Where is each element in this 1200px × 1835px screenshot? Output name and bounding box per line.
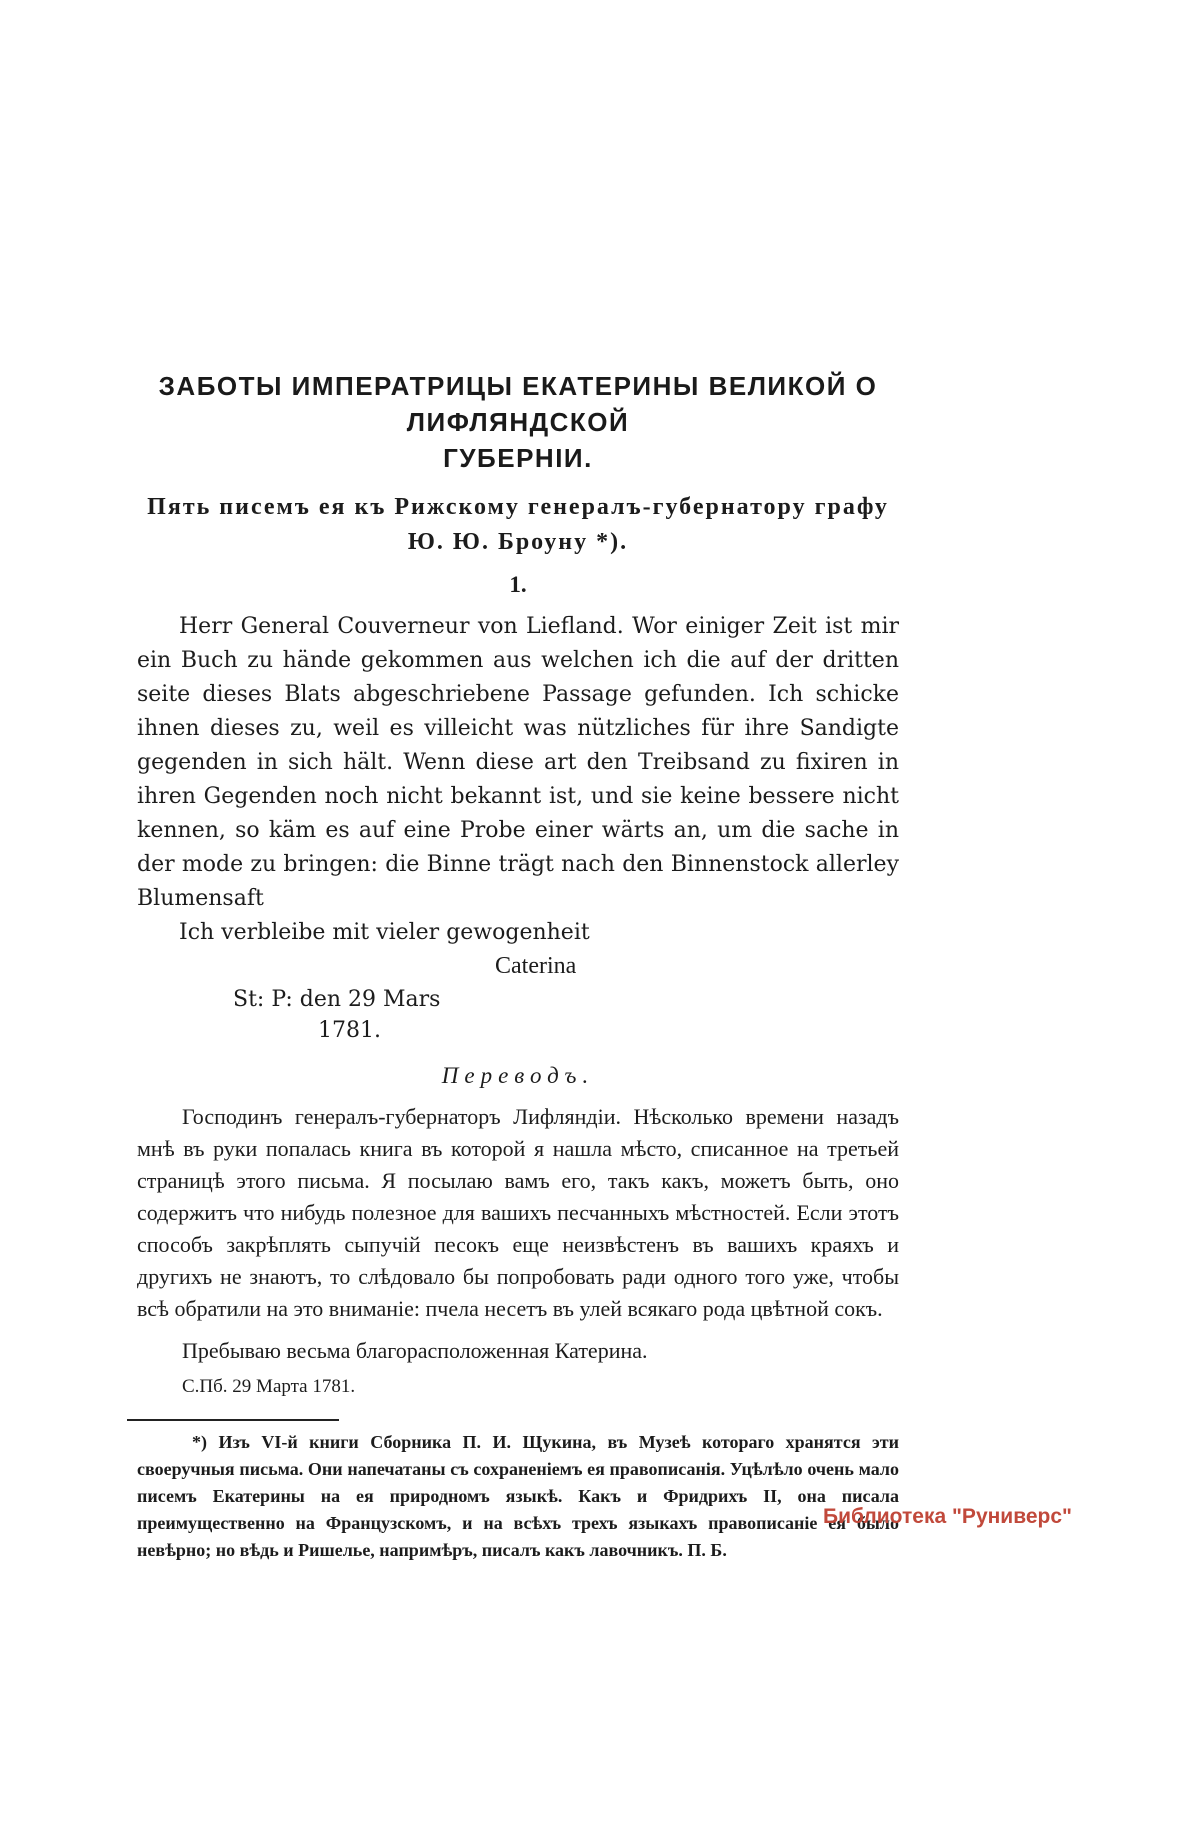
page-title-line-2: ГУБЕРНІИ.: [443, 443, 593, 473]
page-subtitle-line-1: Пять писемъ ея къ Рижскому генералъ-губернатору графу: [147, 494, 889, 520]
letter-year: 1781.: [318, 1018, 381, 1043]
footnote-divider: [127, 1419, 339, 1421]
translation-body: Господинъ генералъ-губернаторъ Лифляндіи. Нѣсколько времени назадъ мнѣ въ руки попалась книга въ которой я нашла мѣсто, списанное на третьей страницѣ этого письма. Я посылаю вамъ его, такъ какъ, можетъ быть, оно содержитъ что нибудь полезное для вашихъ песчанныхъ мѣстностей. Если этотъ способъ закрѣплять сыпучій песокъ еще неизвѣстенъ въ вашихъ краяхъ и другихъ не знаютъ, то слѣдовало бы попробовать ради одного того уже, чтобы всѣ обратили на это вниманіе: пчела несетъ въ улей всякаго рода цвѣтной сокъ.: [137, 1104, 899, 1321]
page-subtitle-line-2: Ю. Ю. Броуну *).: [407, 529, 629, 555]
watermark: Библиотека "Руниверс": [822, 1505, 1072, 1528]
german-letter-body: Herr General Couverneur von Liefland. Wor einiger Zeit ist mir ein Buch zu hände gekommen aus welchen ich die auf der dritten seite dieses Blats abgeschriebene Passage gefunden. Ich schicke ihnen dieses zu, weil es villeicht was nützliches für ihre Sandigte gegenden in sich hält. Wenn diese art den Treibsand zu fixiren in ihren Gegenden noch nicht bekannt ist, und sie keine bessere nicht kennen, so käm es auf eine Probe einer wärts an, um die sache in der mode zu bringen: die Binne trägt nach den Binnenstock allerley Blumensaft: [137, 614, 899, 911]
letter-signature: Caterina: [495, 953, 577, 979]
german-letter-closing: Ich verbleibe mit vieler gewogenheit: [179, 920, 590, 945]
page-subtitle: [137, 490, 899, 560]
translation-heading: Переводъ.: [441, 1063, 595, 1088]
page-title: [137, 368, 899, 476]
translation-closing: Пребываю весьма благорасположенная Катерина.: [182, 1338, 648, 1363]
translation-date: С.Пб. 29 Марта 1781.: [182, 1376, 356, 1397]
footnote-text: *) Изъ VI-й книги Сборника П. И. Щукина, въ Музеѣ котораго хранятся эти своеручныя письма. Они напечатаны съ сохраненіемъ ея правописанія. Уцѣлѣло очень мало писемъ Екатерины на ея природномъ языкѣ. Какъ и Фридрихъ II, она писала преимущественно на Французскомъ, и на всѣхъ трехъ языкахъ правописаніе ея было невѣрно; но вѣдь и Ришелье, напримѣръ, писалъ какъ лавочникъ. П. Б.: [137, 1432, 899, 1560]
section-number: 1.: [509, 572, 527, 597]
letter-place-date: St: P: den 29 Mars: [233, 987, 441, 1012]
page-title-line-1: ЗАБОТЫ ИМПЕРАТРИЦЫ ЕКАТЕРИНЫ ВЕЛИКОЙ О ЛИФЛЯНДСКОЙ: [158, 371, 878, 437]
page-content: [137, 368, 899, 1564]
